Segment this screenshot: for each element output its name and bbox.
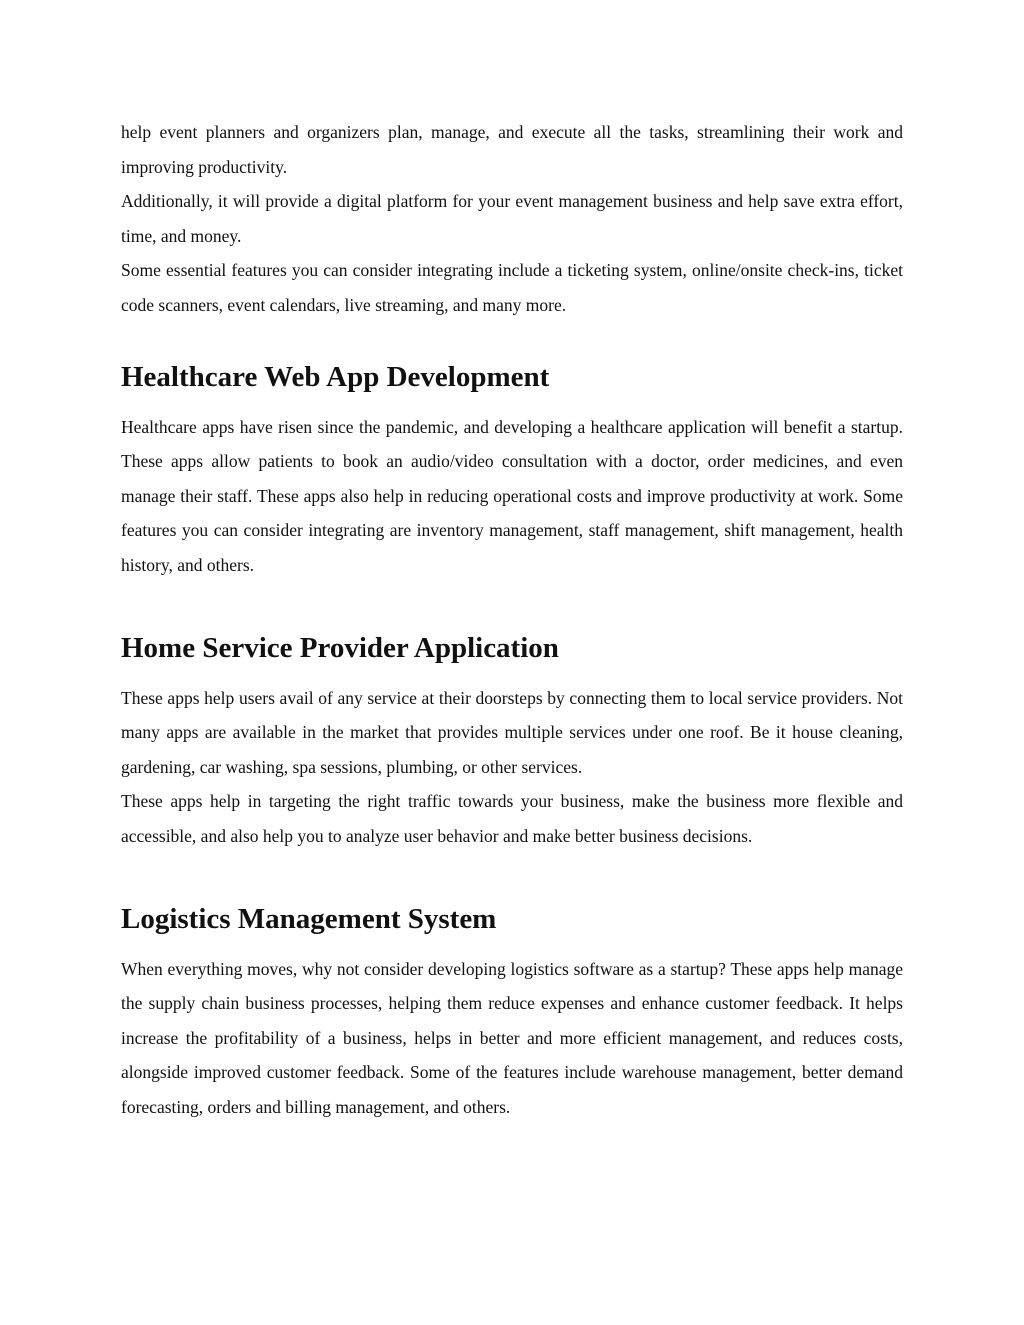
document-page	[121, 115, 903, 1124]
section-paragraph: These apps help in targeting the right traffic towards your business, make the business more flexible and accessible, and also help you to analyze user behavior and make better business decisions.	[121, 791, 903, 846]
intro-paragraph: Additionally, it will provide a digital platform for your event management business and help save extra effort, time, and money.	[121, 191, 903, 246]
section-heading: Home Service Provider Application	[121, 631, 559, 664]
section-home-service	[121, 628, 903, 854]
section-heading: Logistics Management System	[121, 902, 497, 935]
intro-paragraph: help event planners and organizers plan, manage, and execute all the tasks, streamlining their work and improving productivity.	[121, 122, 903, 177]
intro-paragraph: Some essential features you can consider integrating include a ticketing system, online/onsite check-ins, ticket code scanners, event calendars, live streaming, and many more.	[121, 260, 903, 315]
section-heading: Healthcare Web App Development	[121, 360, 550, 393]
intro-section	[121, 115, 903, 323]
section-paragraph: These apps help users avail of any service at their doorsteps by connecting them to local service providers. Not many apps are available in the market that provides multiple services under one roof. Be it house cleaning, gardening, car washing, spa sessions, plumbing, or other services.	[121, 687, 903, 777]
section-logistics	[121, 899, 903, 1125]
section-paragraph: When everything moves, why not consider developing logistics software as a startup? These apps help manage the supply chain business processes, helping them reduce expenses and enhance customer feedback. It helps increase the profitability of a business, helps in better and more efficient management, and reduces costs, alongside improved customer feedback. Some of the features include warehouse management, better demand forecasting, orders and billing management, and others.	[121, 958, 903, 1117]
section-healthcare	[121, 357, 903, 583]
section-paragraph: Healthcare apps have risen since the pandemic, and developing a healthcare application will benefit a startup. These apps allow patients to book an audio/video consultation with a doctor, order medicines, and even manage their staff. These apps also help in reducing operational costs and improve productivity at work. Some features you can consider integrating are inventory management, staff management, shift management, health history, and others.	[121, 416, 903, 575]
